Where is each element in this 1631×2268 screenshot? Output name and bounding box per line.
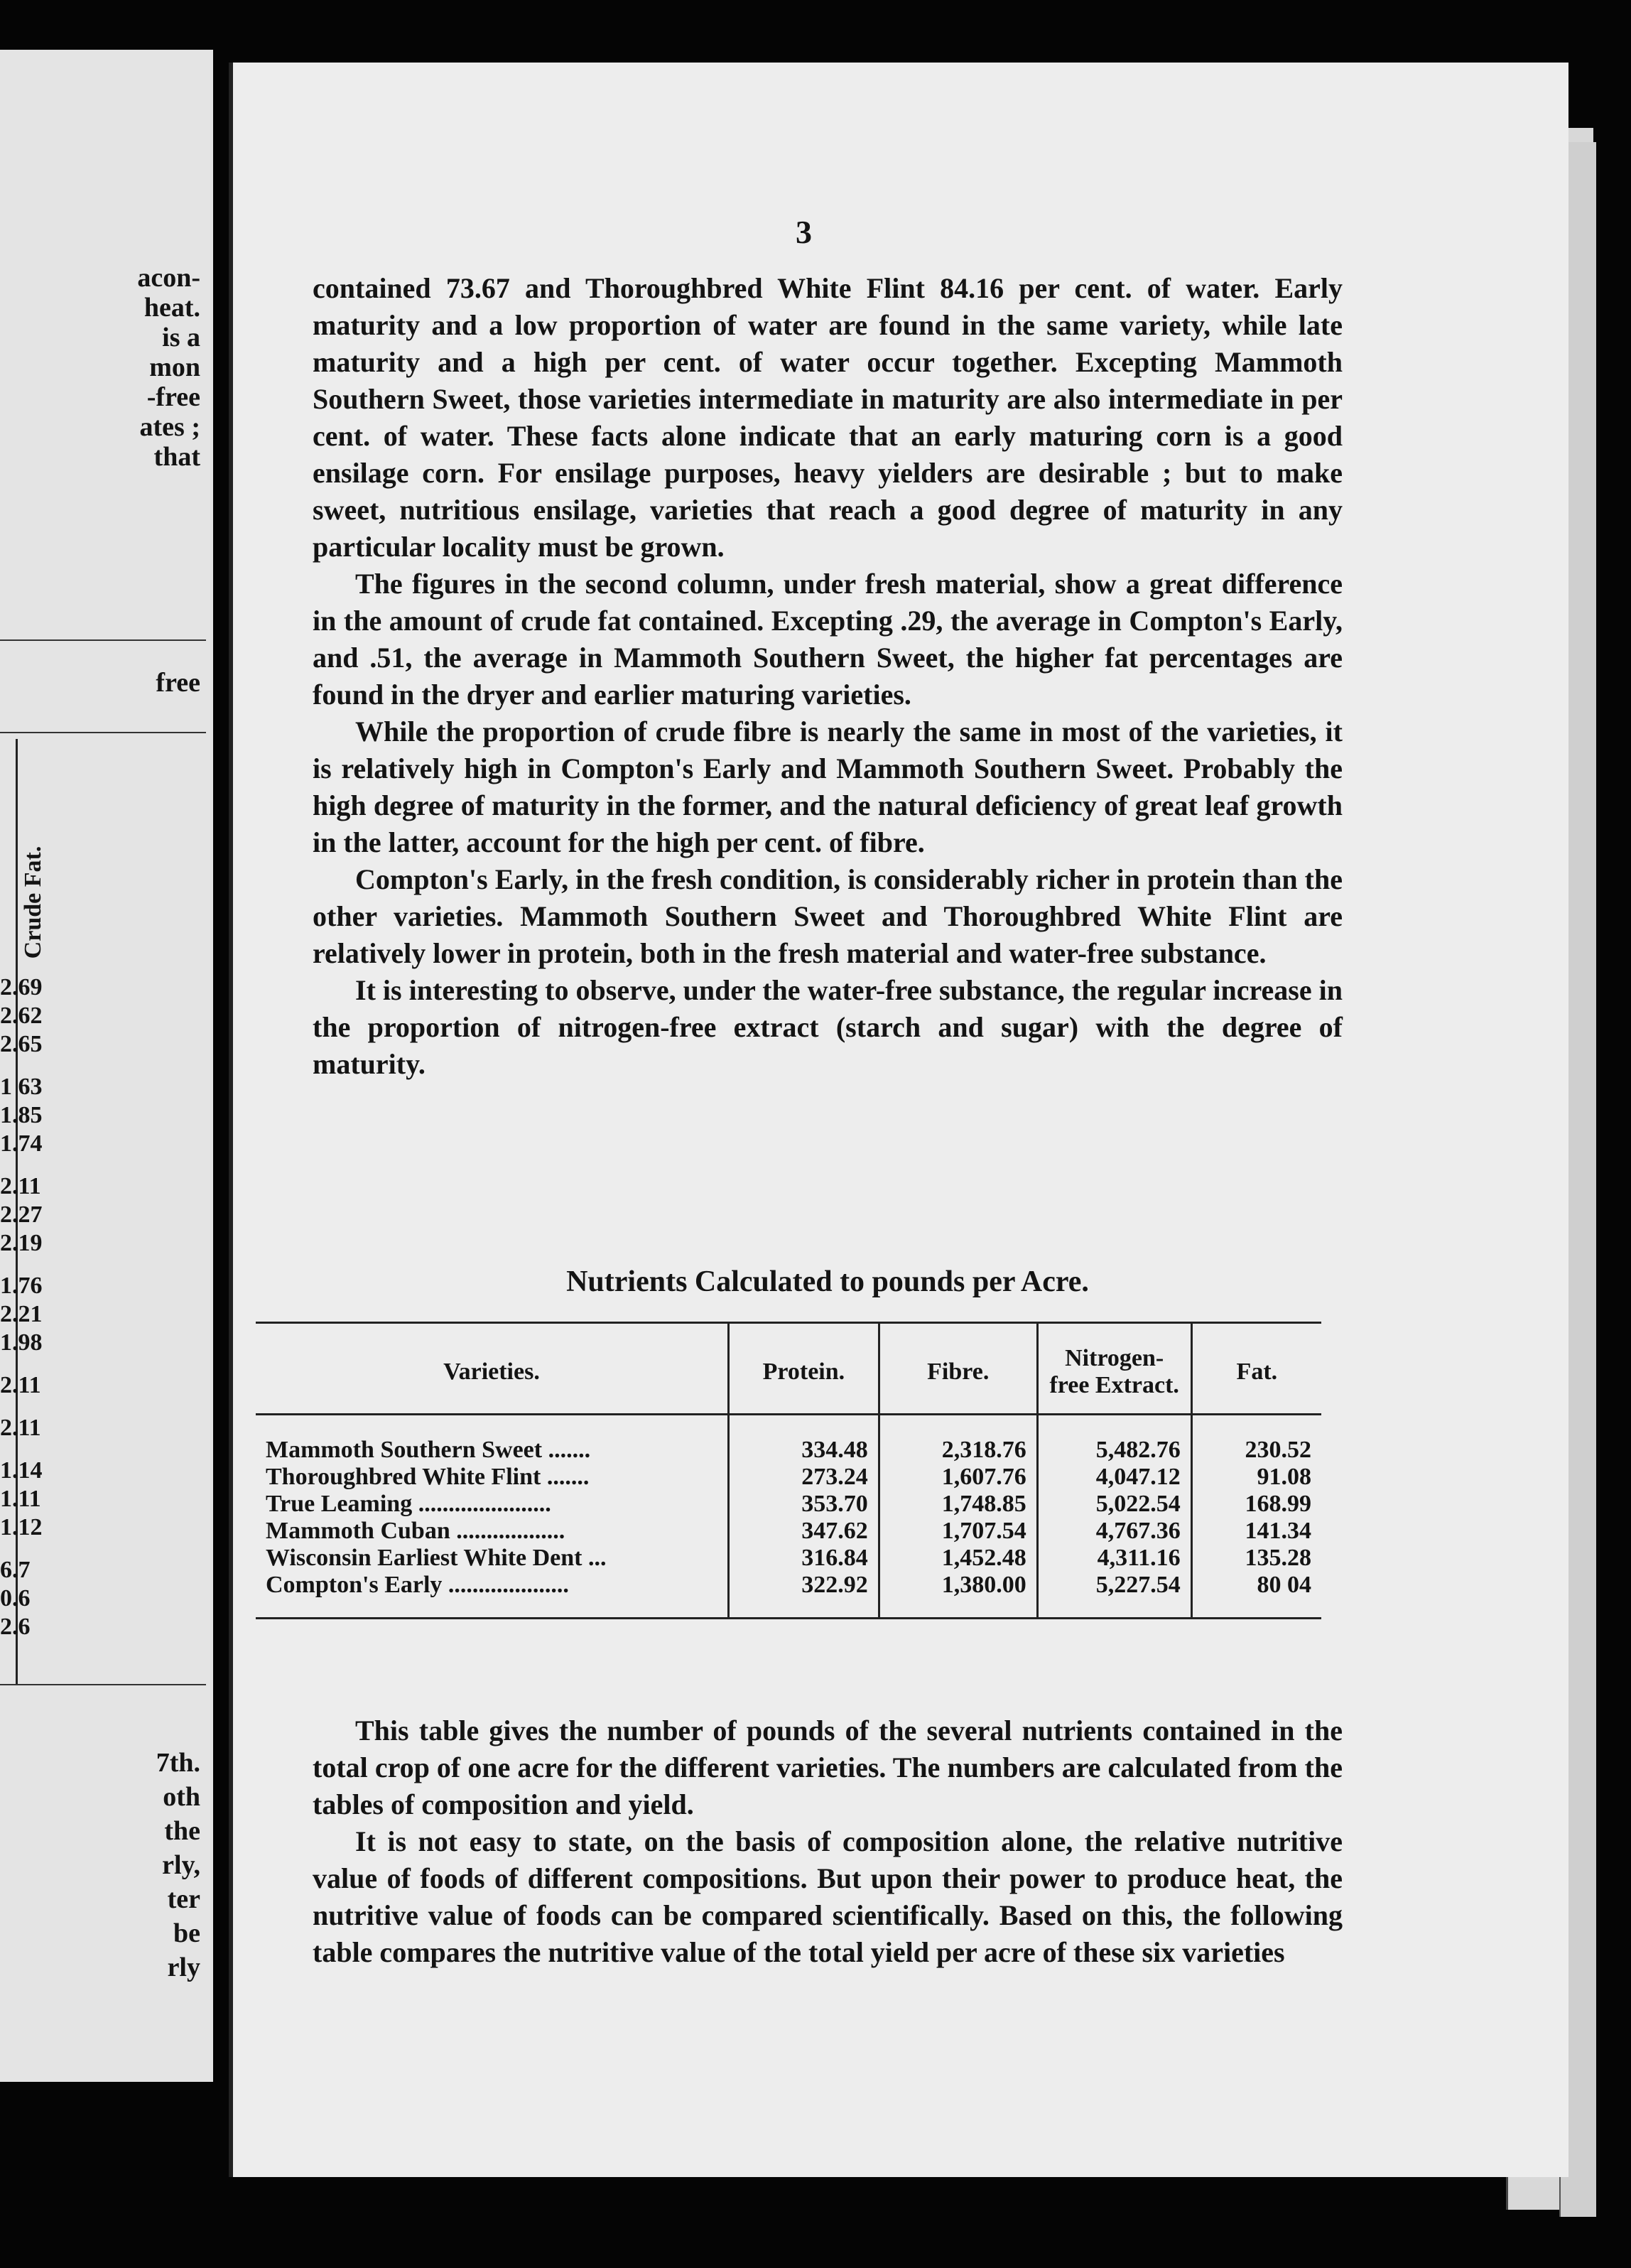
left-number: 1.74 <box>0 1130 43 1157</box>
paragraph: Compton's Early, in the fresh condition, is considerably richer in protein than the other varieties. Mammoth Southern Sweet and Thoroughbred White Flint are relatively lower in protein, both in the fresh material and water-free substance. <box>313 863 1343 969</box>
fibre-cell: 1,452.48 <box>879 1545 1037 1572</box>
left-text-fragment: rly, <box>162 1850 200 1880</box>
free-label: free <box>156 668 200 698</box>
crude-fat-header: Crude Fat. <box>20 846 46 959</box>
left-number: 1.98 <box>0 1329 43 1356</box>
variety-cell: True Leaming ...................... <box>266 1491 551 1517</box>
table-row <box>256 1572 1321 1619</box>
left-number: 2.6 <box>0 1614 31 1640</box>
nfe-cell: 5,227.54 <box>1037 1572 1191 1619</box>
fat-cell: 135.28 <box>1191 1545 1321 1572</box>
variety-cell: Mammoth Cuban .................. <box>266 1518 565 1544</box>
fibre-cell: 1,607.76 <box>879 1464 1037 1491</box>
protein-cell: 334.48 <box>729 1415 879 1464</box>
divider <box>0 732 206 733</box>
divider <box>0 1684 206 1685</box>
nfe-cell: 5,482.76 <box>1037 1415 1191 1464</box>
left-text-fragment: the <box>164 1816 200 1846</box>
protein-cell: 353.70 <box>729 1491 879 1518</box>
header-varieties: Varieties. <box>256 1323 729 1415</box>
left-text-fragment: heat. <box>143 293 200 323</box>
left-number: 1.12 <box>0 1514 43 1540</box>
paragraph: It is interesting to observe, under the water-free substance, the regular increase in the proportion of nitrogen-free extract (starch and sugar) with the degree of maturity. <box>313 974 1343 1080</box>
fibre-cell: 1,748.85 <box>879 1491 1037 1518</box>
left-text-fragment: that <box>153 442 200 472</box>
nfe-cell: 4,047.12 <box>1037 1464 1191 1491</box>
left-number: 1.14 <box>0 1457 43 1484</box>
left-number: 0.6 <box>0 1585 31 1611</box>
table-row <box>256 1464 1321 1491</box>
page-number: 3 <box>796 214 812 250</box>
protein-cell: 316.84 <box>729 1545 879 1572</box>
left-number: 2.65 <box>0 1031 43 1057</box>
left-text-fragment: ter <box>167 1884 200 1914</box>
left-page-fragment <box>0 50 213 2082</box>
protein-cell: 347.62 <box>729 1518 879 1545</box>
left-number: 1 63 <box>0 1074 43 1100</box>
left-number: 2.27 <box>0 1202 43 1228</box>
left-number: 1.76 <box>0 1273 43 1299</box>
table-row <box>256 1518 1321 1545</box>
divider <box>0 639 206 641</box>
left-text-fragment: rly <box>167 1953 200 1982</box>
paragraph: contained 73.67 and Thoroughbred White Flint 84.16 per cent. of water. Early maturity and a low proportion of water are found in the same variety, while late maturity and a high per cent. of water occur together. Excepting Mammoth Southern Sweet, those varieties intermediate in maturity are also intermediate in per cent. of water. These facts alone indicate that an early maturing corn is a good ensilage corn. For ensilage purposes, heavy yielders are desirable ; but to make sweet, nutritious ensilage, varieties that reach a good degree of maturity in any particular locality must be grown. <box>313 272 1343 563</box>
left-text-fragment: acon- <box>137 263 200 293</box>
left-number: 1.11 <box>0 1486 41 1512</box>
variety-cell: Compton's Early .................... <box>266 1572 569 1598</box>
fat-cell: 168.99 <box>1191 1491 1321 1518</box>
left-number: 2.11 <box>0 1372 41 1398</box>
left-number: 2.11 <box>0 1173 41 1199</box>
fibre-cell: 1,380.00 <box>879 1572 1037 1619</box>
variety-cell: Wisconsin Earliest White Dent ... <box>266 1545 607 1571</box>
nfe-cell: 4,767.36 <box>1037 1518 1191 1545</box>
left-number: 2.19 <box>0 1230 43 1256</box>
body-text-after-table <box>313 1712 1343 1971</box>
nfe-cell: 5,022.54 <box>1037 1491 1191 1518</box>
header-nitrogen-free-extract: Nitrogen-free Extract. <box>1037 1323 1191 1415</box>
nfe-cell: 4,311.16 <box>1037 1545 1191 1572</box>
table-header-row <box>256 1323 1321 1415</box>
fat-cell: 91.08 <box>1191 1464 1321 1491</box>
variety-cell: Thoroughbred White Flint ....... <box>266 1464 590 1490</box>
paragraph: The figures in the second column, under fresh material, show a great difference in the amount of crude fat contained. Excepting .29, the average in Compton's Early, and .51, the average in Mammoth Southern Sweet, the higher fat percentages are found in the dryer and earlier maturing varieties. <box>313 568 1343 711</box>
protein-cell: 273.24 <box>729 1464 879 1491</box>
fibre-cell: 2,318.76 <box>879 1415 1037 1464</box>
body-text <box>313 270 1343 1083</box>
paragraph: This table gives the number of pounds of the several nutrients contained in the total crop of one acre for the different varieties. The numbers are calculated from the tables of composition and yield. <box>313 1714 1343 1820</box>
table-title: Nutrients Calculated to pounds per Acre. <box>566 1265 1089 1298</box>
fibre-cell: 1,707.54 <box>879 1518 1037 1545</box>
variety-cell: Mammoth Southern Sweet ....... <box>266 1437 591 1463</box>
left-number: 2.21 <box>0 1301 43 1327</box>
header-fat: Fat. <box>1191 1323 1321 1415</box>
left-text-fragment: 7th. <box>156 1748 200 1778</box>
table-row <box>256 1491 1321 1518</box>
left-text-fragment: be <box>173 1918 200 1948</box>
left-text-fragment: ates ; <box>139 412 200 442</box>
left-number: 2.62 <box>0 1003 43 1029</box>
left-text-fragment: oth <box>163 1782 200 1812</box>
left-text-fragment: is a <box>162 323 200 352</box>
protein-cell: 322.92 <box>729 1572 879 1619</box>
paragraph: It is not easy to state, on the basis of composition alone, the relative nutritive value of foods of different compositions. But upon their power to produce heat, the nutritive value of foods can be compared scientifically. Based on this, the following table compares the nutritive value of the total yield per acre of these six varieties <box>313 1825 1343 1968</box>
table-row <box>256 1545 1321 1572</box>
left-number: 2.11 <box>0 1415 41 1441</box>
left-number: 2.69 <box>0 974 43 1000</box>
left-text-fragment: mon <box>149 352 200 382</box>
left-number: 6.7 <box>0 1557 31 1583</box>
paragraph: While the proportion of crude fibre is nearly the same in most of the varieties, it is relatively high in Compton's Early and Mammoth Southern Sweet. Probably the high degree of maturity in the former, and the natural deficiency of great leaf growth in the latter, account for the high per cent. of fibre. <box>313 716 1343 858</box>
fat-cell: 230.52 <box>1191 1415 1321 1464</box>
fat-cell: 80 04 <box>1191 1572 1321 1619</box>
left-text-fragment: -free <box>146 382 200 412</box>
header-fibre: Fibre. <box>879 1323 1037 1415</box>
table-row <box>256 1415 1321 1464</box>
nutrients-table <box>256 1322 1321 1619</box>
fat-cell: 141.34 <box>1191 1518 1321 1545</box>
left-number: 1.85 <box>0 1102 43 1128</box>
header-protein: Protein. <box>729 1323 879 1415</box>
